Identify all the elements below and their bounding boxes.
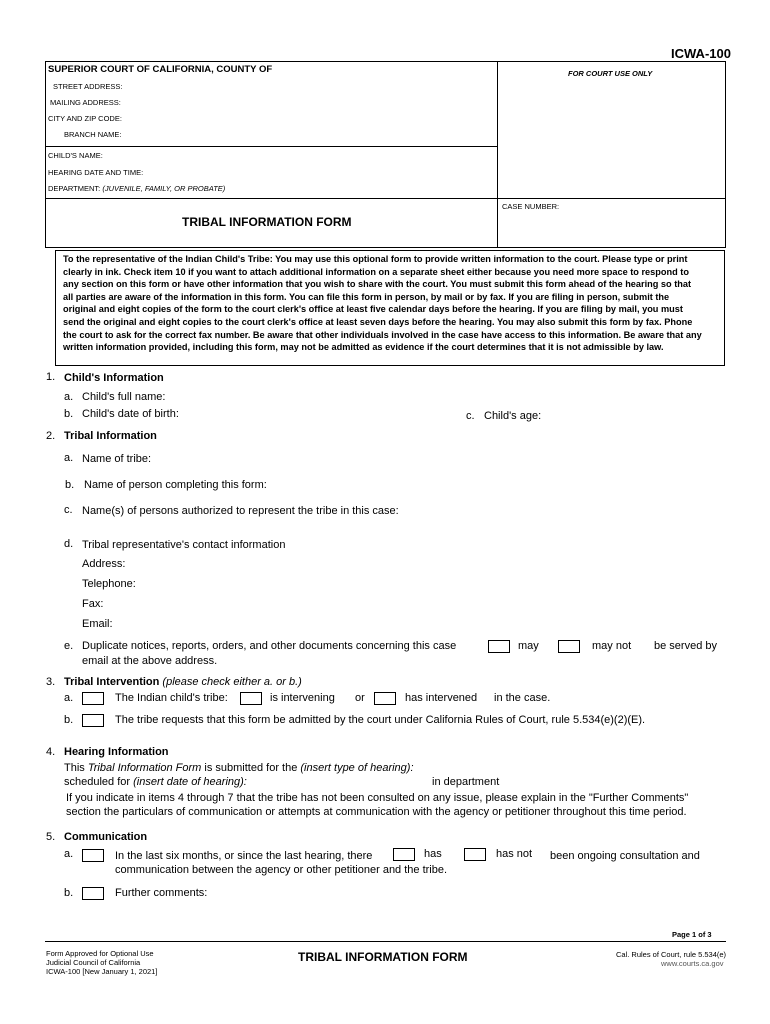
person-completing-label[interactable]: Name of person completing this form:	[84, 479, 267, 491]
authorized-persons-label[interactable]: Name(s) of persons authorized to represent the tribe in this case:	[82, 505, 399, 517]
hearing-date-label[interactable]: HEARING DATE AND TIME:	[48, 168, 144, 177]
s3-a-letter: a.	[64, 692, 74, 704]
may-not-label: may not	[592, 640, 632, 652]
header-rule	[45, 146, 497, 147]
may-checkbox[interactable]	[488, 640, 510, 653]
may-not-checkbox[interactable]	[558, 640, 580, 653]
s1-a-letter: a.	[64, 391, 74, 403]
childs-full-name-label[interactable]: Child's full name:	[82, 391, 166, 403]
s1-title: Child's Information	[64, 372, 164, 384]
s3-title: Tribal Intervention (please check either a. or b.)	[64, 676, 302, 688]
in-the-case-label: in the case.	[494, 692, 551, 704]
indian-childs-tribe-label: The Indian child's tribe:	[115, 692, 228, 704]
childs-dob-label[interactable]: Child's date of birth:	[82, 408, 179, 420]
for-court-use-label: FOR COURT USE ONLY	[568, 69, 653, 78]
name-of-tribe-label[interactable]: Name of tribe:	[82, 453, 152, 465]
s2-e-letter: e.	[64, 640, 74, 652]
footer-title: TRIBAL INFORMATION FORM	[298, 950, 468, 964]
s4-title: Hearing Information	[64, 746, 169, 758]
or-label: or	[355, 692, 365, 704]
s5-a-letter: a.	[64, 848, 74, 860]
header-box	[45, 61, 726, 248]
intervening-label: is intervening	[270, 692, 335, 704]
has-checkbox[interactable]	[393, 848, 415, 861]
s5-a-checkbox[interactable]	[82, 849, 104, 862]
s2-d-letter: d.	[64, 538, 74, 550]
approved-line-1: Form Approved for Optional Use	[46, 949, 154, 958]
address-label[interactable]: Address:	[82, 558, 126, 570]
duplicate-notices-text: Duplicate notices, reports, orders, and other documents concerning this case	[82, 640, 457, 652]
branch-name-label[interactable]: BRANCH NAME:	[64, 130, 122, 139]
has-intervened-checkbox[interactable]	[374, 692, 396, 705]
case-number-label[interactable]: CASE NUMBER:	[502, 202, 560, 211]
s3-number: 3.	[46, 676, 56, 688]
page-number: Page 1 of 3	[672, 930, 712, 939]
childs-name-label[interactable]: CHILD'S NAME:	[48, 151, 103, 160]
footer-rule	[45, 941, 726, 942]
has-label: has	[424, 848, 442, 860]
s4-number: 4.	[46, 746, 56, 758]
has-not-checkbox[interactable]	[464, 848, 486, 861]
childs-age-label[interactable]: Child's age:	[484, 410, 542, 422]
may-label: may	[518, 640, 539, 652]
ongoing-consultation-label: been ongoing consultation and	[550, 850, 700, 862]
form-id: ICWA-100	[671, 46, 731, 61]
s5-number: 5.	[46, 831, 56, 843]
approved-line-2: Judicial Council of California	[46, 958, 141, 967]
duplicate-notices-text-2: email at the above address.	[82, 655, 218, 667]
mailing-address-label[interactable]: MAILING ADDRESS:	[50, 98, 121, 107]
city-zip-label[interactable]: CITY AND ZIP CODE:	[48, 114, 122, 123]
s3-b-checkbox[interactable]	[82, 714, 104, 727]
s3-b-letter: b.	[64, 714, 74, 726]
has-intervened-label: has intervened	[405, 692, 478, 704]
s2-a-letter: a.	[64, 452, 74, 464]
be-served-label: be served by	[654, 640, 717, 652]
hearing-type-label[interactable]: This Tribal Information Form is submitted for the (insert type of hearing):	[64, 762, 414, 774]
s2-c-letter: c.	[64, 504, 73, 516]
s2-number: 2.	[46, 430, 56, 442]
s5-title: Communication	[64, 831, 148, 843]
rule-request-label: The tribe requests that this form be admitted by the court under California Rules of Court, rule 5.534(e)(2)(E).	[115, 714, 646, 726]
form-title: TRIBAL INFORMATION FORM	[182, 215, 352, 229]
email-label[interactable]: Email:	[82, 618, 113, 630]
instructions-text: To the representative of the Indian Child's Tribe: You may use this optional form to provide written information to the court. Please type or print clearly in ink. Check item 10 if you want to attach additional information on a separate sheet either because you need more space to respond to any section on this form or have other information that you wish to share with the court. You must submit this form ahead of the hearing so that all parties are aware of the information in this form. You can file this form in person, by mail or by fax. If you are filing in person, submit the original and eight copies of the form to the court clerk's office at least five calendar days before the hearing. If you are filing by mail, you must send the original and eight copies to the court clerk's office at least seven days before the hearing. You may also submit this form by fax. Phone the court to ask for the correct fax number. Be aware that other individuals involved in the case have access to this information. Be aware that any written information provided, including this form, may not be admitted as evidence if the court determines that it is not admissible by law.	[63, 254, 702, 353]
street-address-label[interactable]: STREET ADDRESS:	[53, 82, 123, 91]
hearing-date-field-label[interactable]: scheduled for (insert date of hearing):	[64, 776, 247, 788]
courts-url[interactable]: www.courts.ca.gov	[661, 959, 724, 968]
s2-b-letter: b.	[65, 479, 75, 491]
s4-note-1: If you indicate in items 4 through 7 that the tribe has not been consulted on any issue, please explain in the "Further Comments"	[66, 792, 689, 804]
contact-info-label: Tribal representative's contact information	[82, 539, 286, 551]
court-title: SUPERIOR COURT OF CALIFORNIA, COUNTY OF	[48, 64, 273, 75]
communication-line-2: communication between the agency or other petitioner and the tribe.	[115, 864, 448, 876]
s1-number: 1.	[46, 371, 56, 383]
telephone-label[interactable]: Telephone:	[82, 578, 136, 590]
s5-b-letter: b.	[64, 887, 74, 899]
s1-b-letter: b.	[64, 408, 74, 420]
header-rule	[45, 198, 726, 199]
form-version: ICWA-100 [New January 1, 2021]	[46, 967, 158, 976]
rules-citation: Cal. Rules of Court, rule 5.534(e)	[616, 950, 727, 959]
intervening-checkbox[interactable]	[240, 692, 262, 705]
department-label[interactable]: DEPARTMENT: (JUVENILE, FAMILY, OR PROBATE)	[48, 184, 226, 193]
s3-a-checkbox[interactable]	[82, 692, 104, 705]
header-divider	[497, 61, 498, 248]
s1-c-letter: c.	[466, 410, 475, 422]
in-department-label[interactable]: in department	[432, 776, 500, 788]
s5-b-checkbox[interactable]	[82, 887, 104, 900]
last-six-months-label: In the last six months, or since the last hearing, there	[115, 850, 373, 862]
s2-title: Tribal Information	[64, 430, 157, 442]
s4-note-2: section the particulars of communication or attempts at communication with the agency or petitioner throughout this time period.	[66, 806, 687, 818]
has-not-label: has not	[496, 848, 533, 860]
fax-label[interactable]: Fax:	[82, 598, 104, 610]
further-comments-label[interactable]: Further comments:	[115, 887, 208, 899]
